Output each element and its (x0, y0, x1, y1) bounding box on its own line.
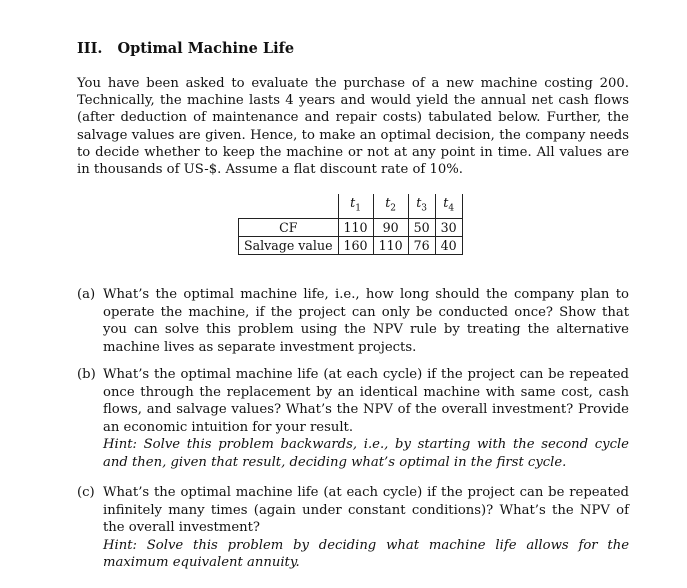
table-cell: 160 (338, 236, 373, 254)
table-header-t3: $t_3$ (408, 194, 435, 218)
section-title: Optimal Machine Life (117, 40, 295, 57)
table-cell: 110 (338, 218, 373, 236)
question-text: What’s the optimal machine life, i.e., how long should the company plan to operate the machine, if the project can only be conducted once? Show that you can solve this problem using the NPV rule by treating the alternative machine lives as separate investment projects. (103, 287, 629, 355)
question-hint: Hint: Solve this problem by deciding what machine life allows for the maximum equivalent annuity. (103, 537, 629, 570)
table-row (239, 218, 463, 236)
section-heading (77, 40, 294, 57)
question-label: (a) (77, 287, 96, 302)
table-cell: 76 (408, 236, 435, 254)
cash-flow-table (238, 194, 463, 255)
table-cell: 110 (373, 236, 408, 254)
table-corner-cell (239, 194, 339, 218)
table-header-t2: $t_2$ (373, 194, 408, 218)
table-cell: 40 (435, 236, 462, 254)
question-c (77, 484, 629, 572)
row-label-cf: CF (239, 218, 339, 236)
table-cell: 50 (408, 218, 435, 236)
question-a (77, 286, 629, 356)
table-header-t4: $t_4$ (435, 194, 462, 218)
table-row (239, 236, 463, 254)
question-label: (c) (77, 485, 95, 500)
intro-paragraph: You have been asked to evaluate the purchase of a new machine costing 200. Technically, the machine lasts 4 years and would yield the annual net cash flows (after deduction of maintenance and repair costs) tabulated below. Further, the salvage values are given. Hence, to make an optimal decision, the company needs to decide whether to keep the machine or not at any point in time. All values are in thousands of US-$. Assume a flat discount rate of 10%. (77, 76, 629, 178)
table-cell: 90 (373, 218, 408, 236)
question-hint: Hint: Solve this problem backwards, i.e., by starting with the second cycle and then, given that result, deciding what’s optimal in the first cycle. (103, 437, 629, 470)
table-header-t1: $t_1$ (338, 194, 373, 218)
question-label: (b) (77, 367, 96, 382)
question-b (77, 366, 629, 471)
table-header-row (239, 194, 463, 218)
table-cell: 30 (435, 218, 462, 236)
row-label-salvage: Salvage value (239, 236, 339, 254)
section-number: III. (77, 40, 103, 57)
question-text: What’s the optimal machine life (at each cycle) if the project can be repeated once through the replacement by an identical machine with same cost, cash flows, and salvage values? What’s the NPV of the overall investment? Provide an economic intuition for your result. (103, 367, 629, 435)
question-text: What’s the optimal machine life (at each cycle) if the project can be repeated infinitely many times (again under constant conditions)? What’s the NPV of the overall investment? (103, 485, 629, 535)
